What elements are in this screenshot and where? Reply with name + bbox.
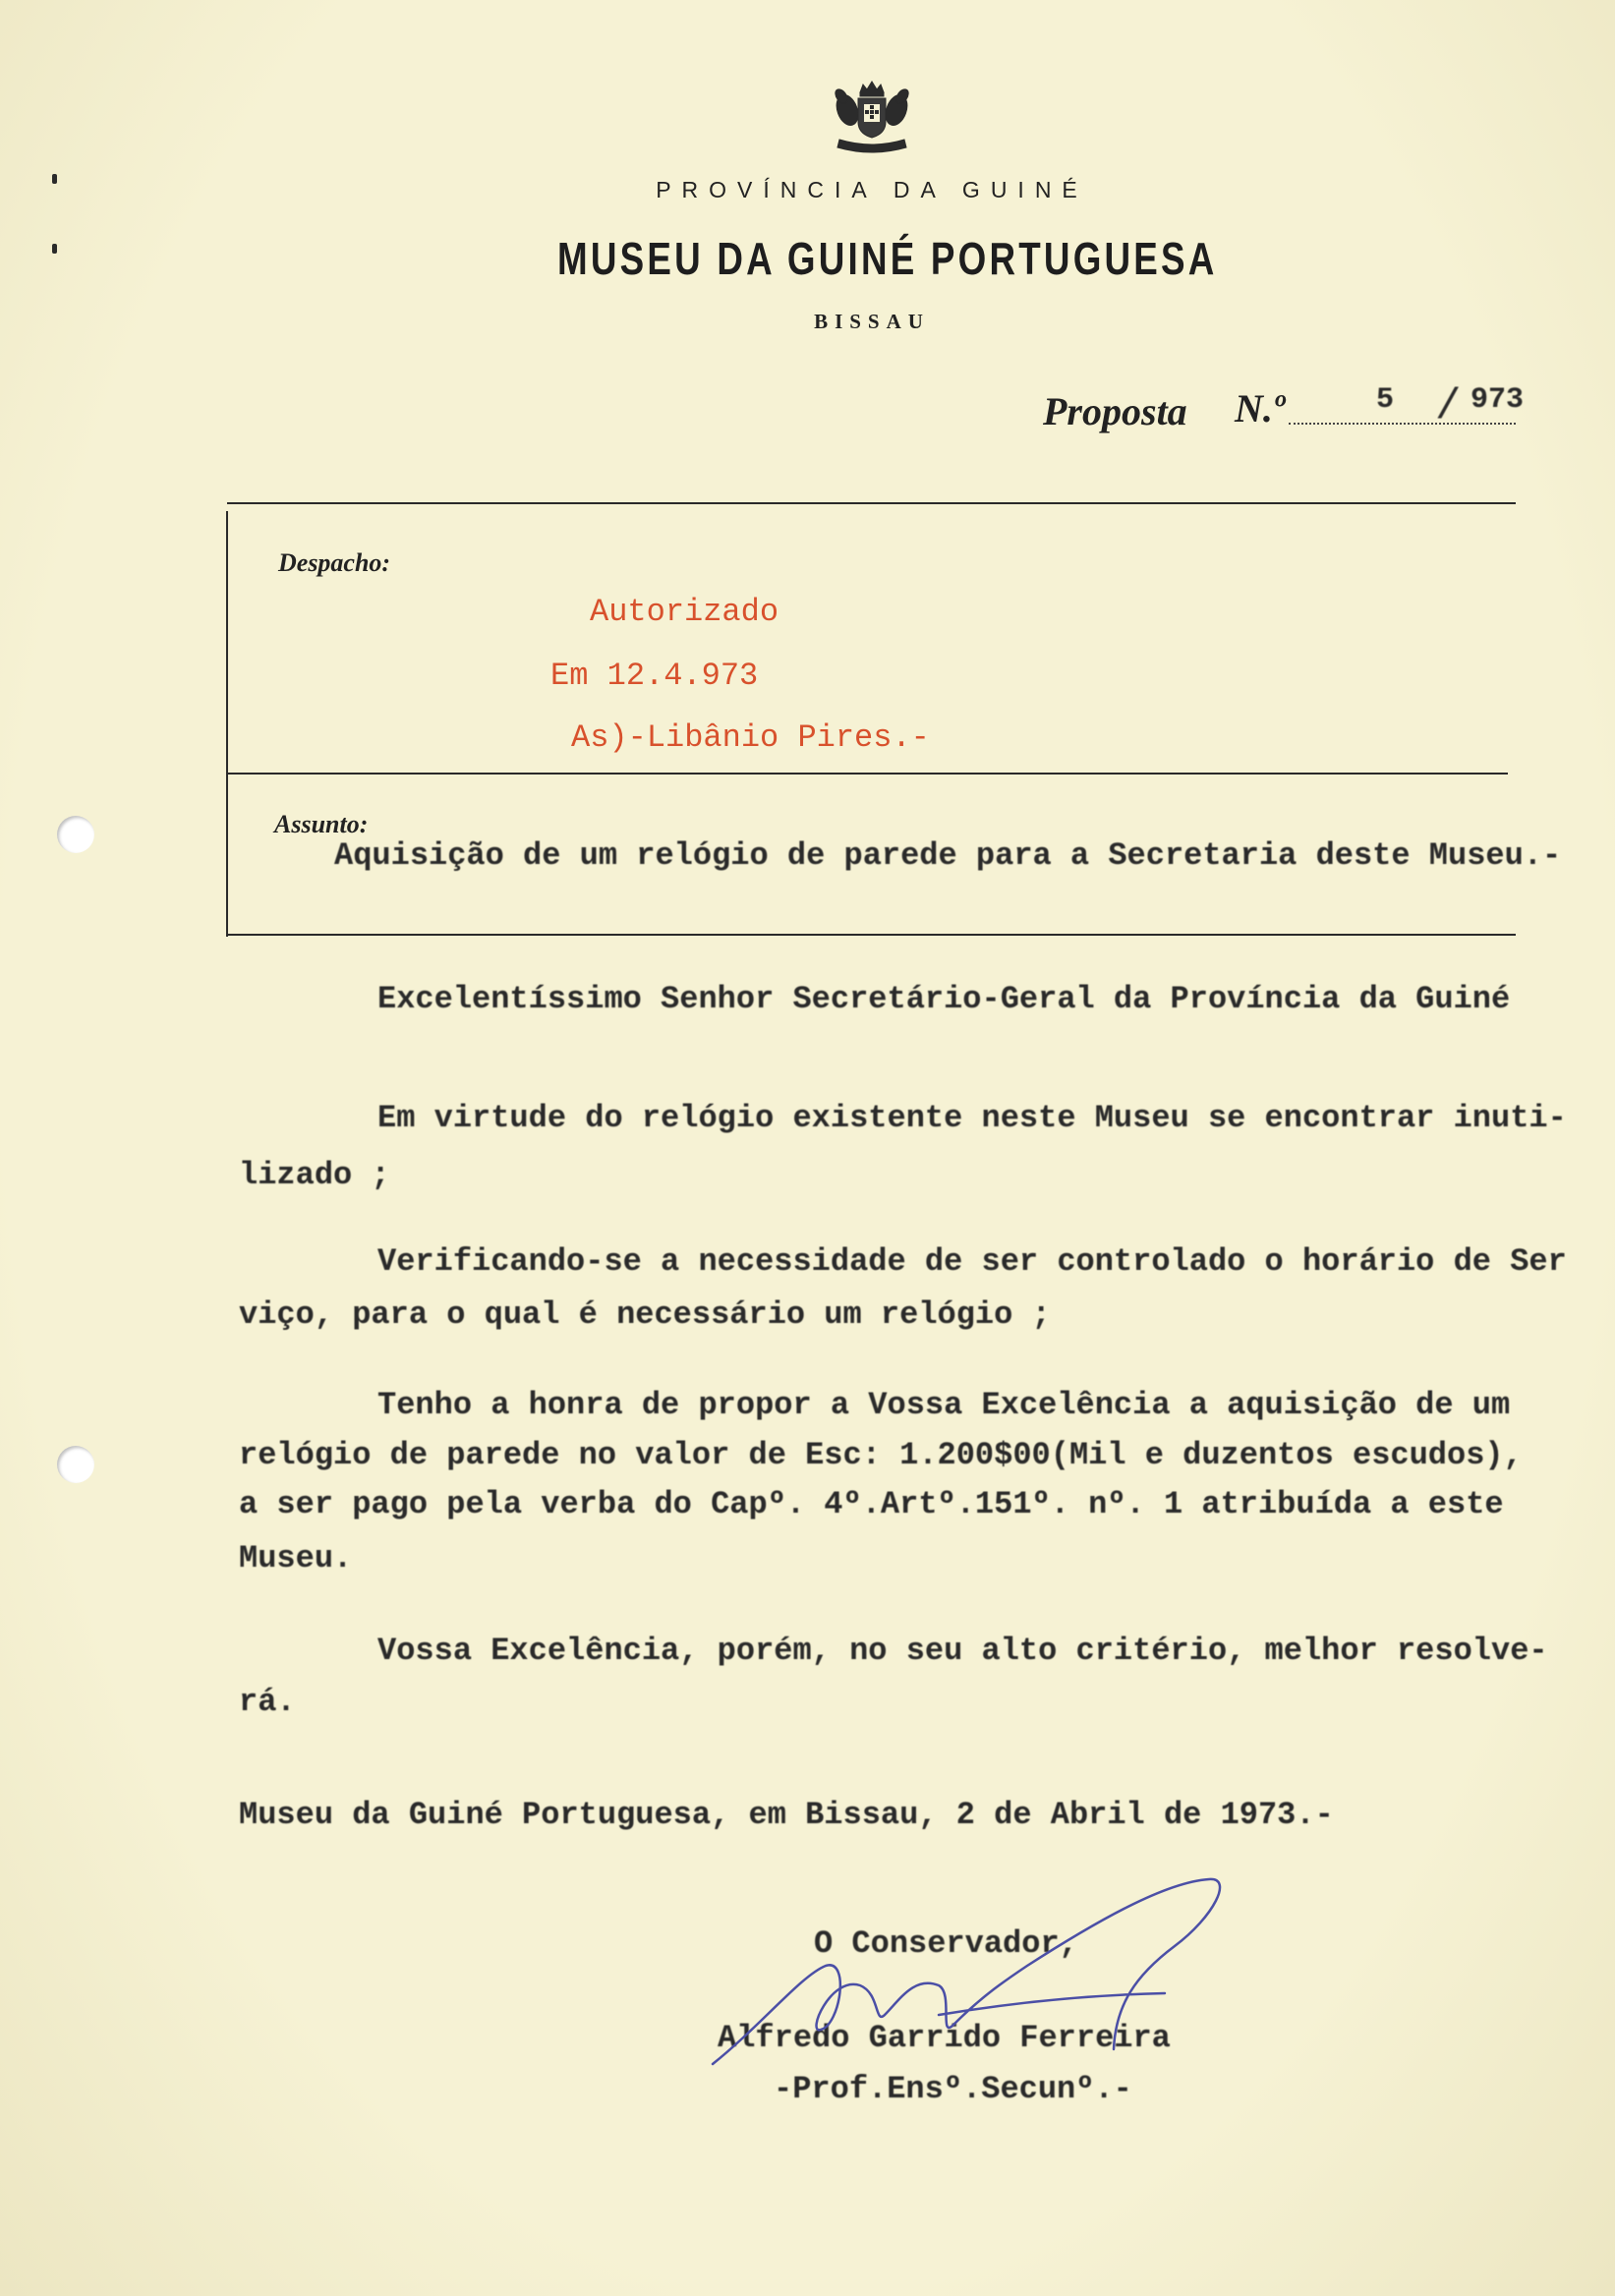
despacho-signed: As)-Libânio Pires.- [571,719,930,756]
paragraph-line: Museu. [239,1540,353,1577]
proposta-number: 5 [1376,383,1395,417]
proposta-label: Proposta [1043,389,1187,433]
institution-heading: MUSEU DA GUINÉ PORTUGUESA [557,233,1218,284]
handwritten-signature [703,1867,1234,2084]
paragraph-line: Verificando-se a necessidade de ser controlado o horário de Ser [377,1243,1567,1280]
signature-name: Alfredo Garrido Ferreira [718,2020,1171,2056]
despacho-label: Despacho: [278,548,391,577]
proposta-dotted-line [1289,423,1516,425]
assunto-label: Assunto: [274,810,369,838]
paragraph-line: lizado ; [239,1157,390,1193]
proposta-separator: / [1435,382,1462,431]
proposta-year: 973 [1471,383,1525,417]
paragraph-line: Tenho a honra de propor a Vossa Excelência a aquisição de um [377,1387,1511,1423]
assunto-text: Aquisição de um relógio de parede para a Secretaria deste Museu.- [334,837,1562,874]
signature-role: O Conservador, [814,1925,1078,1962]
box-bottom-rule [227,934,1516,936]
paragraph-line: rá. [239,1684,296,1720]
city-heading: BISSAU [814,310,930,333]
paragraph-line: viço, para o qual é necessário um relógio ; [239,1296,1051,1333]
paragraph-line: Vossa Excelência, porém, no seu alto critério, melhor resolve- [377,1633,1548,1669]
salutation: Excelentíssimo Senhor Secretário-Geral da Província da Guiné [377,981,1511,1017]
punch-hole [57,816,94,853]
ink-mark [52,244,57,254]
paragraph-line: a ser pago pela verba do Capº. 4º.Artº.151º. nº. 1 atribuída a este [239,1486,1504,1522]
signature-title: -Prof.Ensº.Secunº.- [774,2071,1132,2107]
ink-mark [52,174,57,184]
box-middle-rule [227,773,1508,775]
province-heading: PROVÍNCIA DA GUINÉ [656,177,1088,202]
coat-of-arms-icon [828,79,916,157]
despacho-date: Em 12.4.973 [550,658,759,694]
punch-hole [57,1446,94,1483]
paragraph-line: relógio de parede no valor de Esc: 1.200$00(Mil e duzentos escudos), [239,1437,1523,1473]
closing-line: Museu da Guiné Portuguesa, em Bissau, 2 de Abril de 1973.- [239,1797,1334,1833]
despacho-decision: Autorizado [590,594,779,630]
box-top-rule [227,502,1516,504]
box-left-rule [226,511,228,937]
proposta-number-label: N.º [1235,386,1285,430]
paragraph-line: Em virtude do relógio existente neste Museu se encontrar inuti- [377,1100,1567,1136]
